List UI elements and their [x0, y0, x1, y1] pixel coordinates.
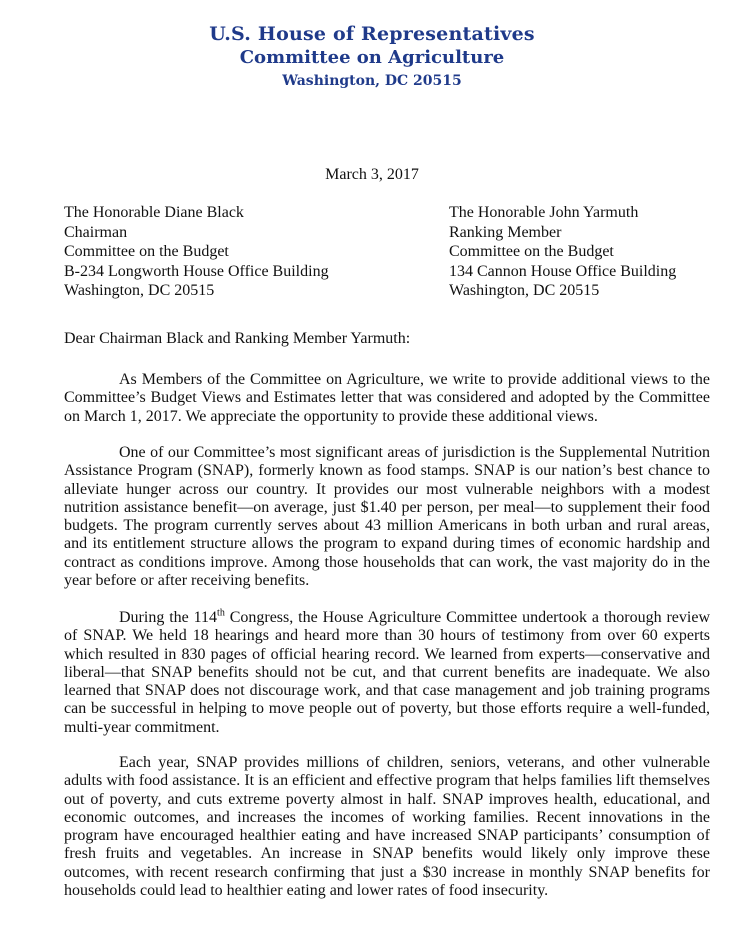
paragraph-2 — [64, 444, 710, 590]
letterhead-address: Washington, DC 20515 — [282, 73, 462, 89]
paragraph-text: As Members of the Committee on Agriculture, we write to provide additional views to the Committee’s Budget Views and Estimates letter that was considered and adopted by the Committee on March 1, 2017. We appreciate the opportunity to provide these additional views. — [64, 371, 710, 425]
recipient-address-right — [449, 203, 676, 301]
paragraph-4 — [64, 754, 710, 900]
recipient-city: Washington, DC 20515 — [449, 282, 600, 299]
recipient-address-left — [64, 203, 329, 301]
paragraph-text: One of our Committee’s most significant areas of jurisdiction is the Supplemental Nutrition Assistance Program (SNAP), formerly known as food stamps. SNAP is our nation’s best chance to alleviate hunger across our country. It provides our most vulnerable neighbors with a modest nutrition assistance benefit—on average, just $1.40 per person, per meal—to supplement their food budgets. The program currently serves about 43 million Americans in both urban and rural areas, and its entitlement structure allows the program to expand during times of economic hardship and contract as conditions improve. Among those households that can work, the vast majority do in the year before or after receiving benefits. — [64, 444, 710, 590]
paragraph-3 — [64, 609, 710, 737]
letterhead-house: U.S. House of Representatives — [209, 23, 535, 45]
paragraph-text: Each year, SNAP provides millions of children, seniors, veterans, and other vulnerable adults with food assistance. It is an efficient and effective program that helps families lift themselves out of poverty, and cuts extreme poverty almost in half. SNAP improves health, educational, and economic outcomes, and increases the incomes of working families. Recent innovations in the program have encouraged healthier eating and have increased SNAP participants’ consumption of fresh fruits and vegetables. An increase in SNAP benefits would likely only improve these outcomes, with recent research confirming that just a $30 increase in monthly SNAP benefits for households could lead to healthier eating and lower rates of food insecurity. — [64, 754, 710, 900]
recipient-office: 134 Cannon House Office Building — [449, 262, 677, 280]
ordinal-suffix: th — [217, 607, 225, 619]
letterhead-committee: Committee on Agriculture — [239, 47, 505, 68]
recipient-title: Ranking Member — [449, 223, 562, 241]
letterhead — [0, 22, 744, 92]
paragraph-text-start: During the 114 — [119, 609, 218, 626]
recipient-city: Washington, DC 20515 — [64, 282, 215, 299]
recipient-committee: Committee on the Budget — [64, 243, 229, 260]
recipient-name: The Honorable Diane Black — [64, 204, 244, 221]
recipient-title: Chairman — [64, 223, 128, 241]
recipient-office: B-234 Longworth House Office Building — [64, 262, 329, 280]
paragraph-text-rest: Congress, the House Agriculture Committee undertook a thorough review of SNAP. We held 18 hearings and heard more than 30 hours of testimony from over 60 experts which resulted in 830 pages of official hearing record. We learned from experts—conservative and liberal—that SNAP benefits should not be cut, and that current benefits are inadequate. We also learned that SNAP does not discourage work, and that case management and job training programs can be successful in helping to move people out of poverty, but those efforts require a well-funded, multi-year commitment. — [64, 609, 711, 736]
recipient-name: The Honorable John Yarmuth — [449, 204, 639, 221]
salutation: Dear Chairman Black and Ranking Member Yarmuth: — [64, 330, 411, 347]
paragraph-1 — [64, 371, 710, 426]
paragraph-text — [64, 609, 710, 737]
letter-date: March 3, 2017 — [325, 166, 419, 183]
recipient-committee: Committee on the Budget — [449, 243, 614, 260]
